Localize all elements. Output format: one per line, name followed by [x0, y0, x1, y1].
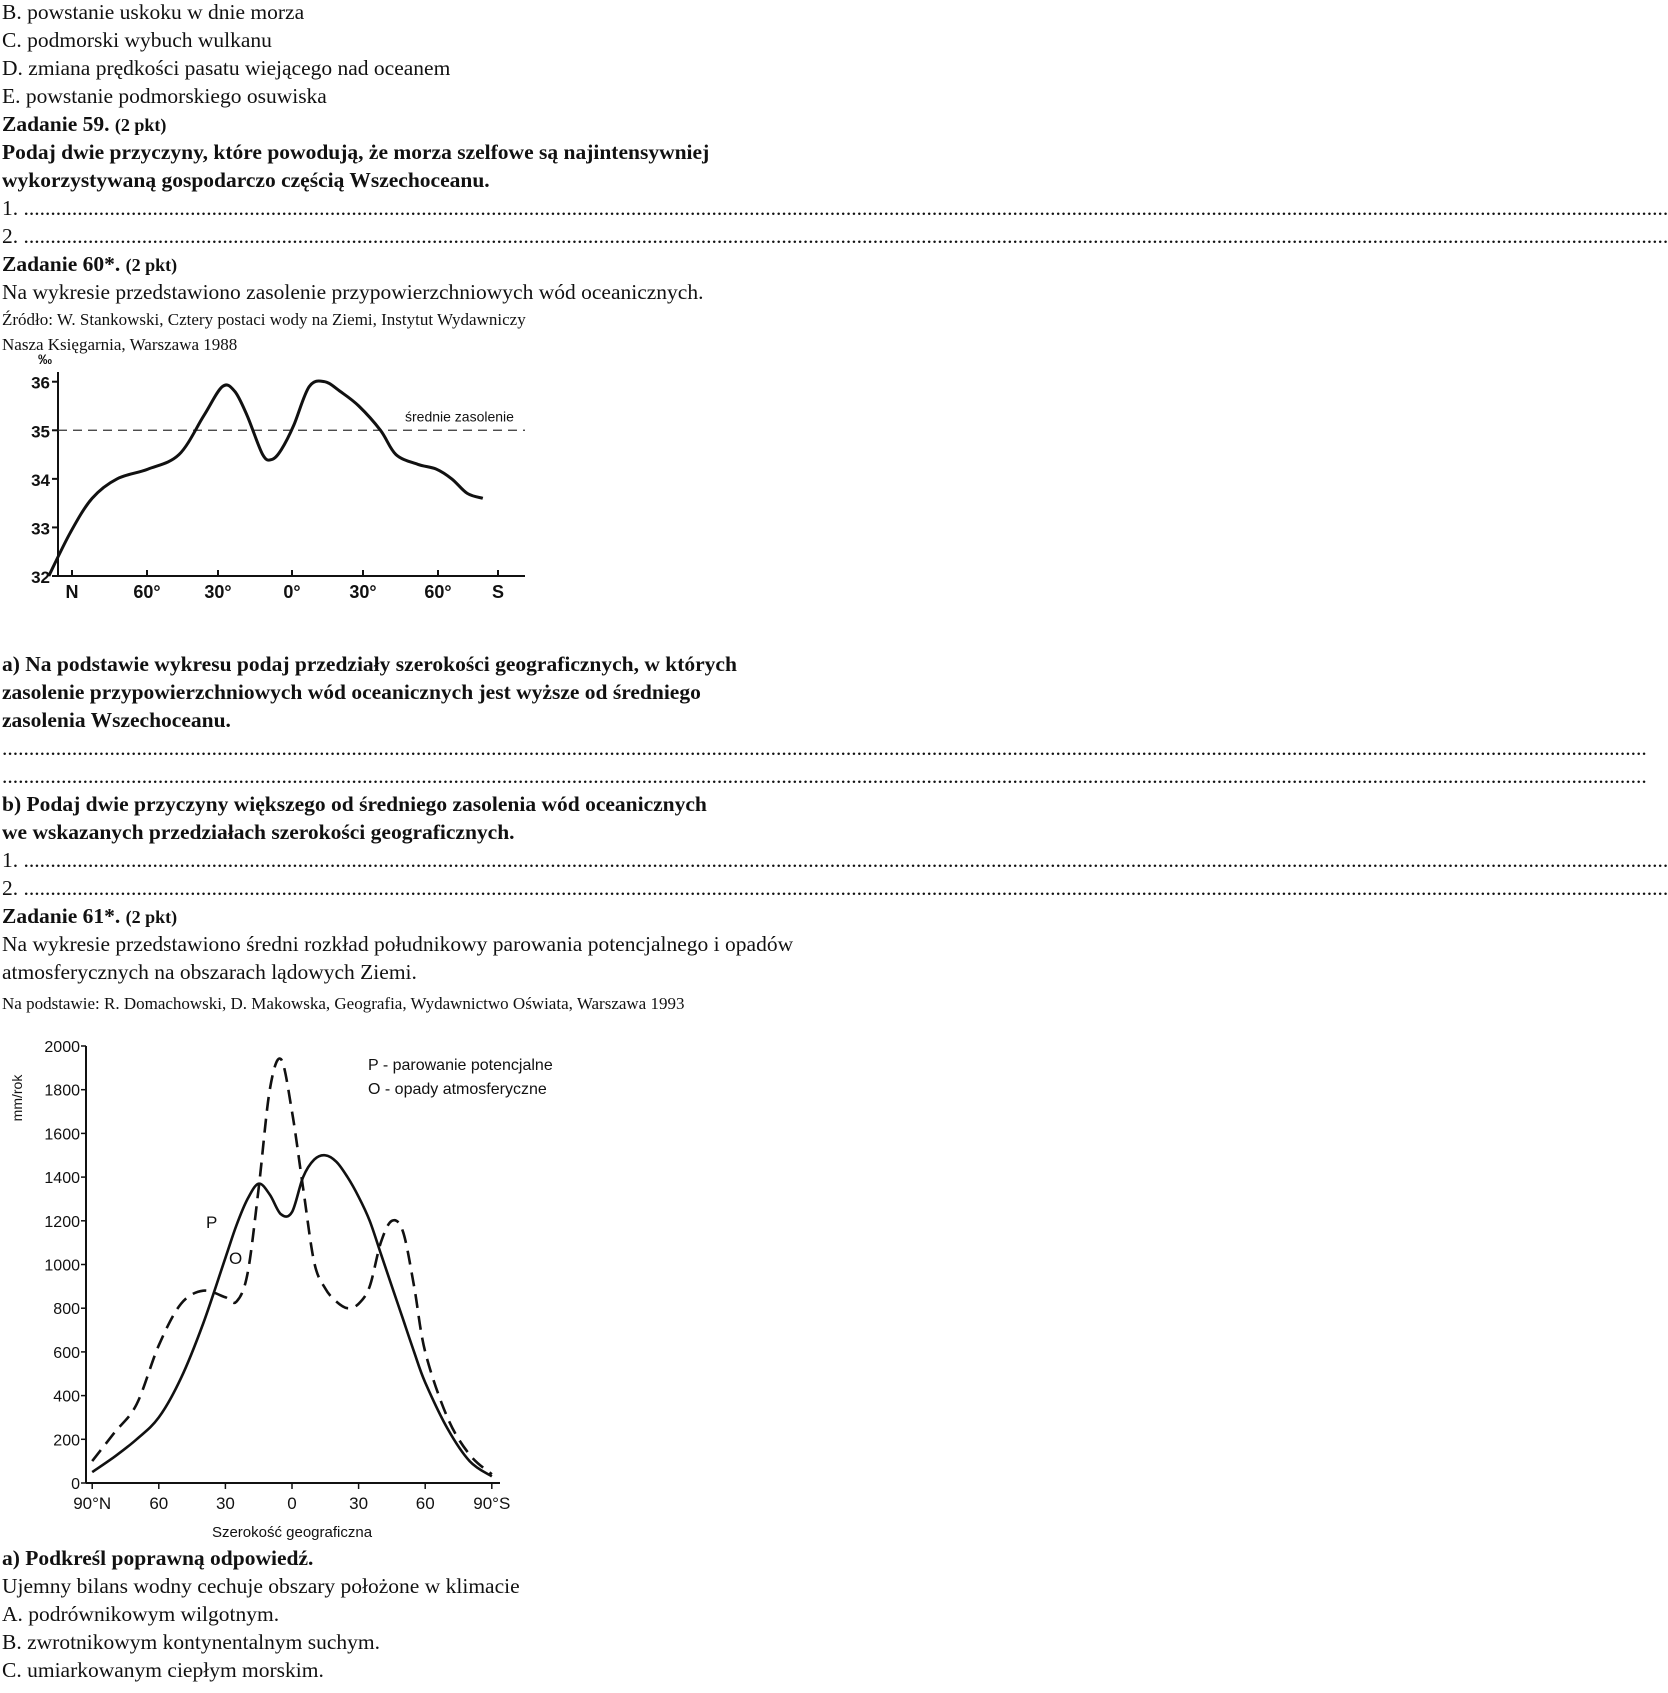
task61-a-stem: Ujemny bilans wodny cechuje obszary położone w klimacie	[2, 1574, 520, 1598]
y-tick-label: 36	[31, 373, 50, 393]
task60-a-answer-1[interactable]: ..................................................................................................................................................................................................................................................................................................................	[2, 736, 1647, 760]
precipitation-curve	[92, 1058, 492, 1474]
task60-points: (2 pkt)	[125, 255, 178, 275]
y-tick-label: 1200	[44, 1213, 80, 1231]
task60-source-line1: Źródło: W. Stankowski, Cztery postaci wody na Ziemi, Instytut Wydawniczy	[2, 310, 526, 329]
y-tick-label: 32	[31, 568, 50, 587]
task61-option-b[interactable]: B. zwrotnikowym kontynentalnym suchym.	[2, 1630, 381, 1654]
task61-source: Na podstawie: R. Domachowski, D. Makowska, Geografia, Wydawnictwo Oświata, Warszawa 1993	[2, 994, 685, 1013]
task59-title: Zadanie 59.	[2, 112, 110, 136]
y-tick-label: 33	[31, 519, 50, 539]
x-tick-label: 30	[215, 1494, 235, 1513]
task61-option-a[interactable]: A. podrównikowym wilgotnym.	[2, 1602, 280, 1626]
task59-points: (2 pkt)	[114, 115, 167, 135]
y-tick-label: 0	[71, 1476, 80, 1493]
task60-a-line2: zasolenie przypowierzchniowych wód oceanicznych jest wyższe od średniego	[2, 680, 701, 704]
option-c-prev: C. podmorski wybuch wulkanu	[2, 28, 272, 52]
x-tick-label: 60°	[424, 582, 452, 602]
task60-a-answer-2[interactable]: ..................................................................................................................................................................................................................................................................................................................	[2, 764, 1647, 788]
y-tick-label: 35	[31, 422, 50, 442]
option-b-prev: B. powstanie uskoku w dnie morza	[2, 0, 305, 24]
task61-intro-line2: atmosferycznych na obszarach lądowych Ziemi.	[2, 960, 417, 984]
y-tick-label: 1800	[44, 1082, 80, 1100]
y-tick-label: 600	[53, 1344, 80, 1362]
task60-a-line3: zasolenia Wszechoceanu.	[2, 708, 231, 732]
task60-intro: Na wykresie przedstawiono zasolenie przypowierzchniowych wód oceanicznych.	[2, 280, 704, 304]
y-tick-label: 800	[53, 1301, 80, 1319]
y-axis-label: mm/rok	[9, 1074, 25, 1122]
evaporation-curve	[92, 1155, 492, 1476]
task59-answer-1[interactable]: 1. ..................................................................................................................................................................................................................................................................................................................	[2, 196, 1668, 220]
series-label-p: P	[206, 1213, 218, 1232]
x-tick-label: 30	[349, 1494, 369, 1513]
y-tick-label: 1600	[44, 1126, 80, 1144]
x-tick-label: 0	[287, 1494, 297, 1513]
option-d-prev: D. zmiana prędkości pasatu wiejącego nad oceanem	[2, 56, 451, 80]
x-tick-label: 30°	[204, 582, 232, 602]
task60-source-line2: Nasza Księgarnia, Warszawa 1988	[2, 335, 238, 354]
x-tick-label: 90°S	[473, 1494, 511, 1513]
y-axis-unit: ‰	[38, 351, 52, 367]
legend-precipitation: O - opady atmosferyczne	[368, 1081, 547, 1098]
y-tick-label: 1400	[44, 1170, 80, 1188]
task60-b-answer-1[interactable]: 1. ..................................................................................................................................................................................................................................................................................................................	[2, 848, 1668, 872]
mean-salinity-label: średnie zasolenie	[405, 408, 514, 425]
task61-title: Zadanie 61*.	[2, 904, 121, 928]
task59-answer-2[interactable]: 2. ..................................................................................................................................................................................................................................................................................................................	[2, 224, 1668, 248]
task60-title: Zadanie 60*.	[2, 252, 121, 276]
y-tick-label: 1000	[44, 1257, 80, 1275]
task61-a-title: a) Podkreśl poprawną odpowiedź.	[2, 1546, 314, 1570]
task61-intro-line1: Na wykresie przedstawiono średni rozkład południkowy parowania potencjalnego i opadów	[2, 932, 794, 956]
task60-b-line2: we wskazanych przedziałach szerokości geograficznych.	[2, 820, 515, 844]
y-tick-label: 34	[31, 470, 50, 490]
task60-b-answer-2[interactable]: 2. ..................................................................................................................................................................................................................................................................................................................	[2, 876, 1668, 900]
x-tick-label: 60	[415, 1494, 435, 1513]
legend-evaporation: P - parowanie potencjalne	[368, 1057, 553, 1074]
x-axis-label: Szerokość geograficzna	[211, 1524, 373, 1541]
x-tick-label: 60°	[133, 582, 161, 602]
y-tick-label: 400	[53, 1388, 80, 1406]
task61-option-c[interactable]: C. umiarkowanym ciepłym morskim.	[2, 1658, 324, 1682]
x-tick-label: 30°	[349, 582, 377, 602]
x-tick-label: 0°	[283, 582, 301, 602]
salinity-chart	[0, 351, 540, 652]
task60-a-line1: a) Na podstawie wykresu podaj przedziały szerokości geograficznych, w których	[2, 652, 737, 676]
task59-prompt-line2: wykorzystywaną gospodarczo częścią Wszechoceanu.	[2, 168, 490, 192]
evaporation-precipitation-chart	[0, 1028, 560, 1548]
task61-heading	[2, 902, 177, 931]
task59-heading	[2, 110, 166, 139]
task61-points: (2 pkt)	[125, 907, 178, 927]
x-tick-label: 60	[149, 1494, 169, 1513]
task60-b-line1: b) Podaj dwie przyczyny większego od średniego zasolenia wód oceanicznych	[2, 792, 707, 816]
task59-prompt-line1: Podaj dwie przyczyny, które powodują, że morza szelfowe są najintensywniej	[2, 140, 710, 164]
y-tick-label: 200	[53, 1432, 80, 1450]
option-e-prev: E. powstanie podmorskiego osuwiska	[2, 84, 327, 108]
x-tick-label: N	[65, 582, 79, 602]
y-tick-label: 2000	[44, 1039, 80, 1056]
task60-heading	[2, 250, 177, 279]
series-label-o: O	[229, 1249, 243, 1268]
x-tick-label: S	[491, 582, 505, 602]
x-tick-label: 90°N	[73, 1494, 112, 1513]
